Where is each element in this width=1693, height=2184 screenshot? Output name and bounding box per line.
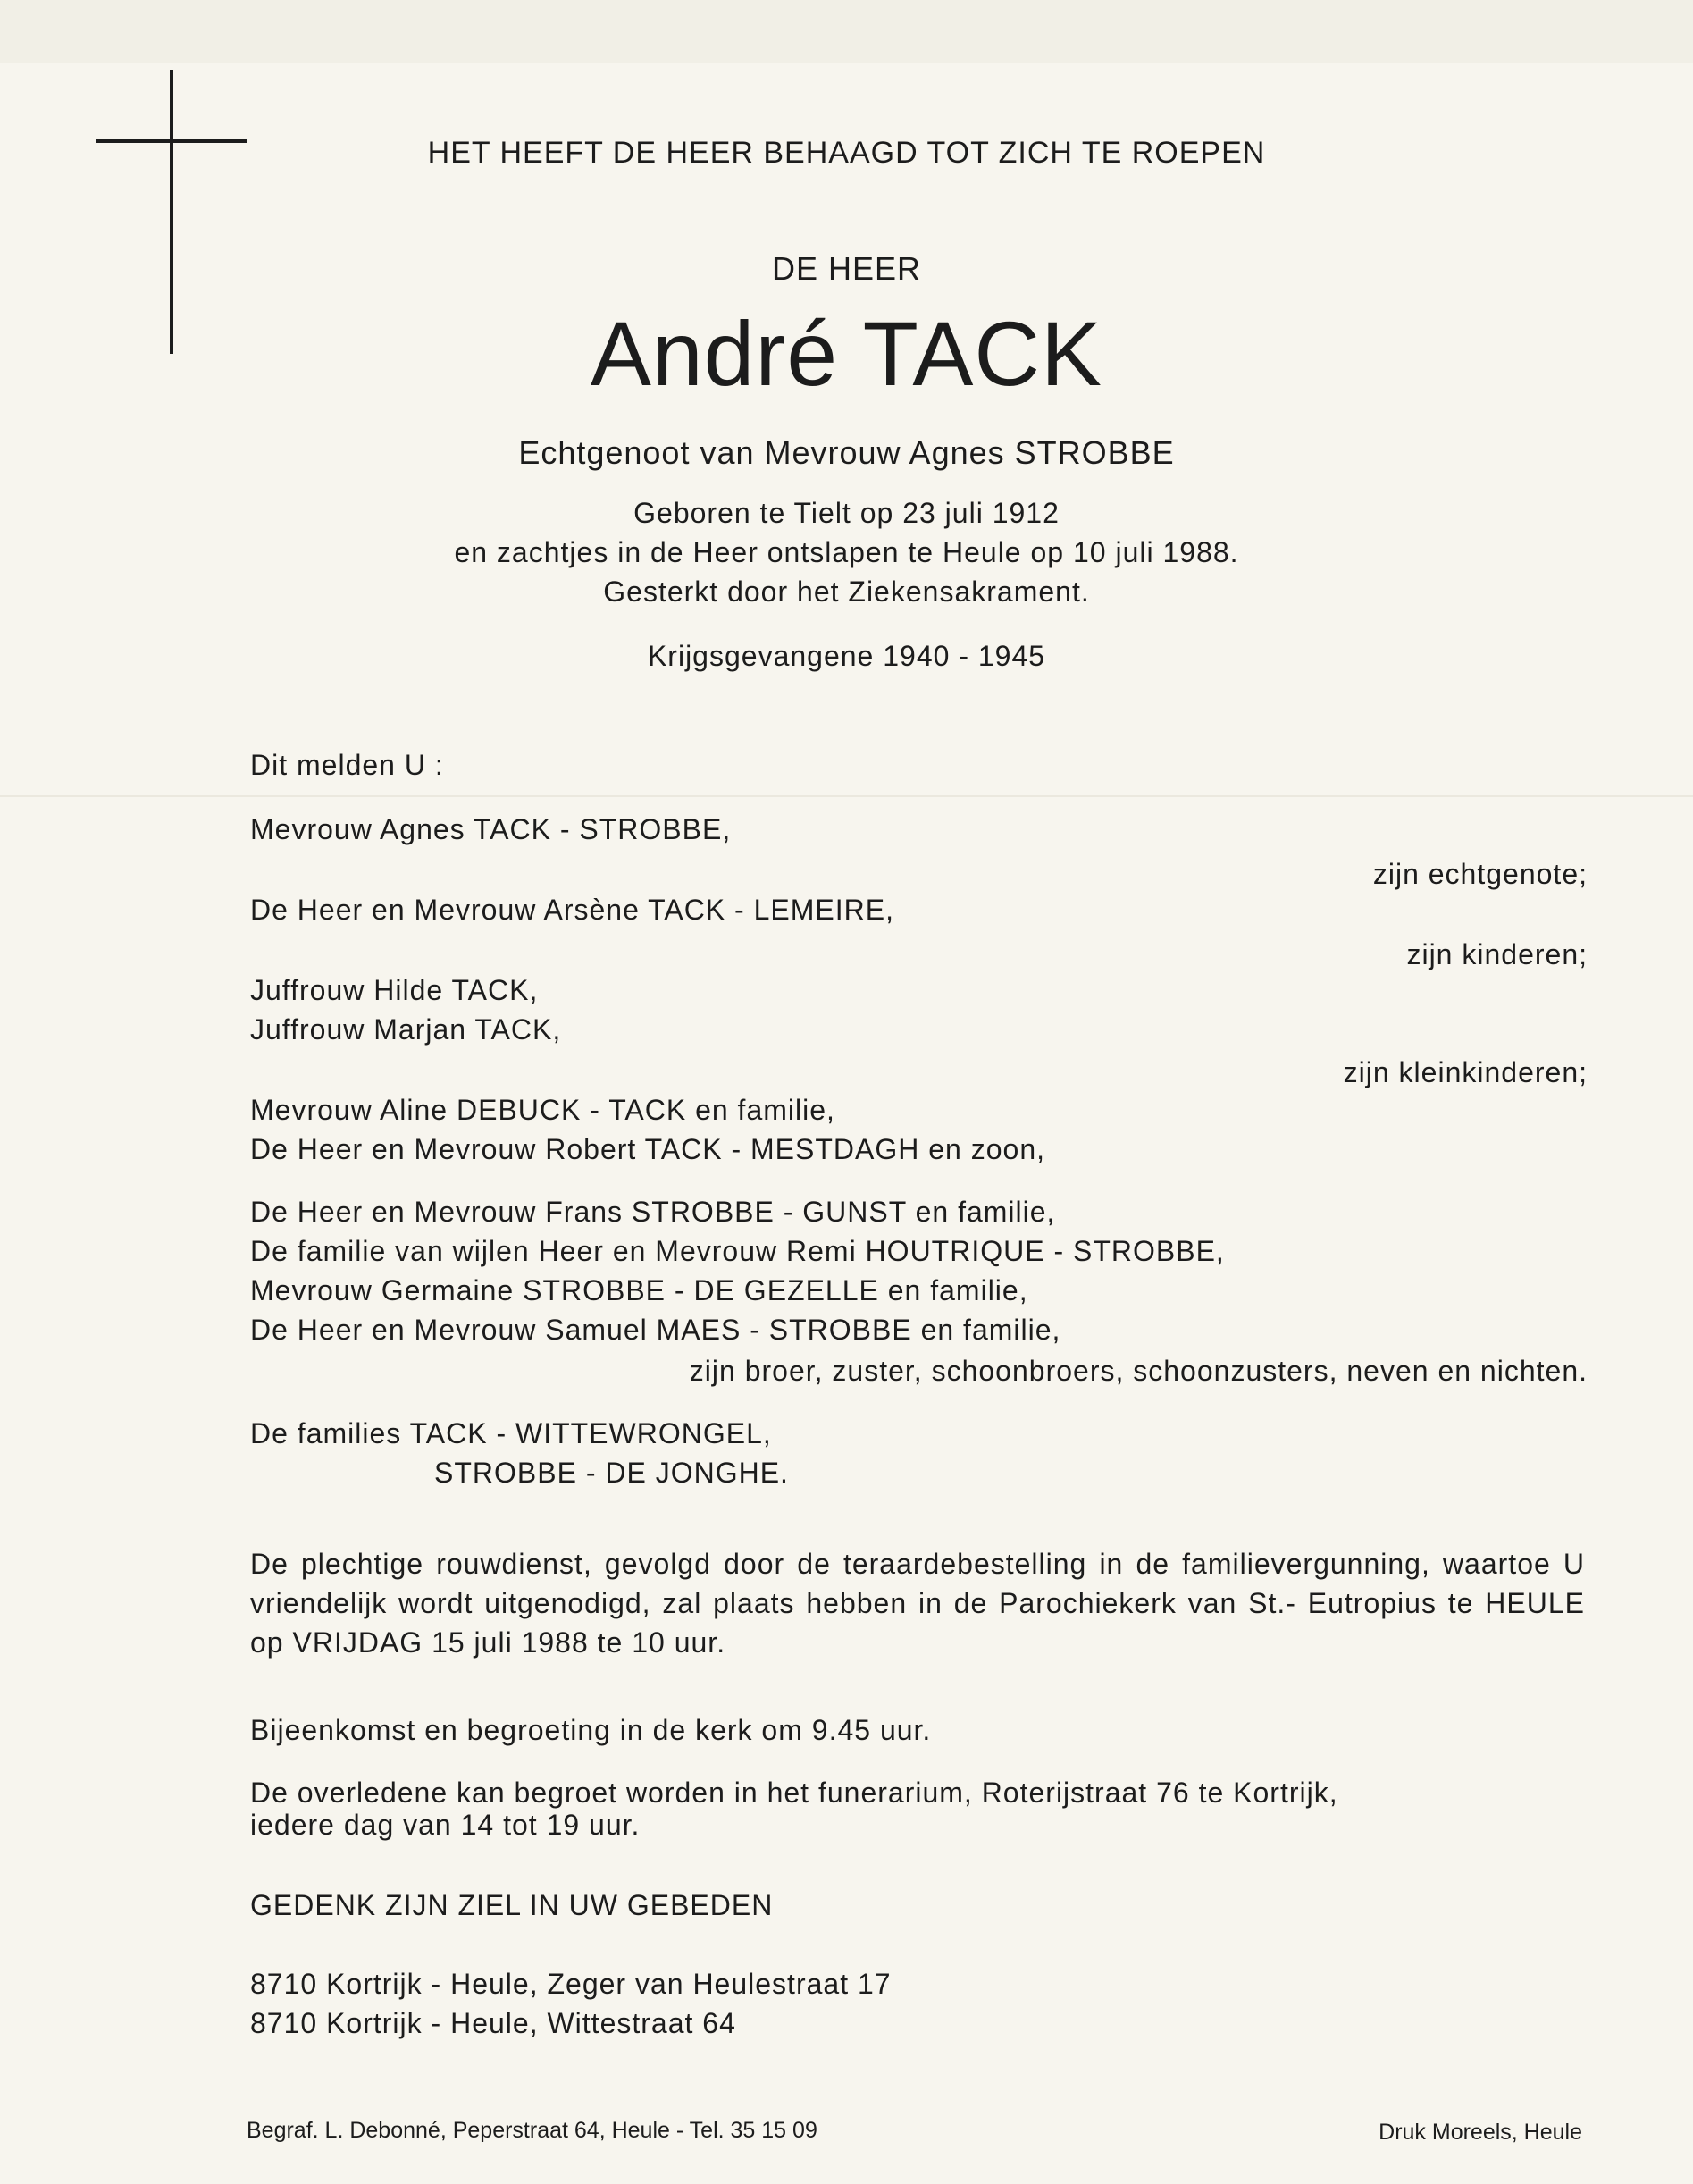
service-paragraph: De plechtige rouwdienst, gevolgd door de teraardebestelling in de familievergunning, waartoe U vriendelijk wordt uitgenodigd, zal plaats hebben in de Parochiekerk van St.- Eutropius te HEULE op VRIJDAG 15 juli 1988 te 10 uur. <box>250 1548 1585 1659</box>
families-1: De families TACK - WITTEWRONGEL, <box>250 1417 772 1449</box>
undertaker-footer: Begraf. L. Debonné, Peperstraat 64, Heule - Tel. 35 15 09 <box>247 2118 817 2143</box>
fold-line <box>0 795 1693 797</box>
inlaw-4: De Heer en Mevrouw Samuel MAES - STROBBE en familie, <box>250 1314 1061 1346</box>
top-band <box>0 0 1693 63</box>
title-prefix: DE HEER <box>771 250 922 287</box>
inlaw-2: De familie van wijlen Heer en Mevrouw Remi HOUTRIQUE - STROBBE, <box>250 1235 1225 1267</box>
deceased-name: André TACK <box>590 303 1103 405</box>
pow-line: Krijgsgevangene 1940 - 1945 <box>647 640 1046 672</box>
sacrament-line: Gesterkt door het Ziekensakrament. <box>603 575 1090 608</box>
grandchildren-role: zijn kleinkinderen; <box>1343 1056 1588 1088</box>
spouse-line: Echtgenoot van Mevrouw Agnes STROBBE <box>518 434 1175 471</box>
families-2: STROBBE - DE JONGHE. <box>434 1457 789 1489</box>
announcement-opening: Dit melden U : <box>250 749 444 781</box>
children-role: zijn kinderen; <box>1406 938 1588 970</box>
grandchild-2: Juffrouw Marjan TACK, <box>250 1013 562 1046</box>
intro-heading: HET HEEFT DE HEER BEHAAGD TOT ZICH TE ROEPEN <box>427 136 1266 170</box>
inlaw-1: De Heer en Mevrouw Frans STROBBE - GUNST en familie, <box>250 1196 1056 1228</box>
children-name: De Heer en Mevrouw Arsène TACK - LEMEIRE, <box>250 894 894 926</box>
spouse-role: zijn echtgenote; <box>1372 858 1588 890</box>
sibling-2: De Heer en Mevrouw Robert TACK - MESTDAGH en zoon, <box>250 1133 1045 1165</box>
grandchild-1: Juffrouw Hilde TACK, <box>250 974 539 1006</box>
spouse-name: Mevrouw Agnes TACK - STROBBE, <box>250 813 732 845</box>
inlaw-3: Mevrouw Germaine STROBBE - DE GEZELLE en familie, <box>250 1274 1028 1306</box>
sibling-1: Mevrouw Aline DEBUCK - TACK en familie, <box>250 1094 835 1126</box>
printer-footer: Druk Moreels, Heule <box>1379 2120 1582 2145</box>
address-1: 8710 Kortrijk - Heule, Zeger van Heulestraat 17 <box>250 1968 892 2000</box>
address-2: 8710 Kortrijk - Heule, Wittestraat 64 <box>250 2007 736 2039</box>
viewing-line-1: De overledene kan begroet worden in het funerarium, Roterijstraat 76 te Kortrijk, <box>250 1777 1338 1809</box>
relatives-role: zijn broer, zuster, schoonbroers, schoonzusters, neven en nichten. <box>689 1355 1588 1387</box>
prayer-line: GEDENK ZIJN ZIEL IN UW GEBEDEN <box>250 1889 774 1921</box>
death-line: en zachtjes in de Heer ontslapen te Heule op 10 juli 1988. <box>454 536 1239 568</box>
birth-line: Geboren te Tielt op 23 juli 1912 <box>633 497 1060 529</box>
gathering-line: Bijeenkomst en begroeting in de kerk om 9.45 uur. <box>250 1714 932 1746</box>
viewing-line-2: iedere dag van 14 tot 19 uur. <box>250 1809 641 1841</box>
